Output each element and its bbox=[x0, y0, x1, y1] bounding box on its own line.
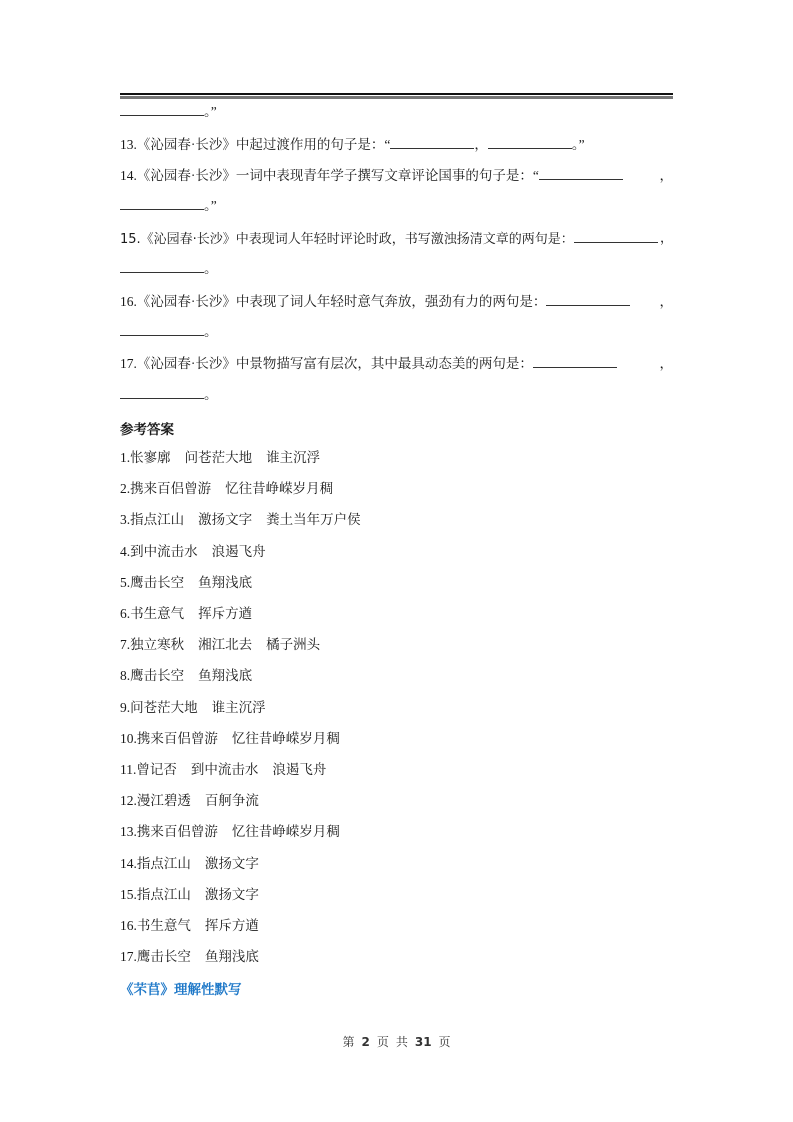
total-pages: 31 bbox=[414, 1035, 432, 1049]
answer-blank[interactable] bbox=[120, 260, 204, 273]
answer-part: 激扬文字 bbox=[204, 886, 259, 902]
answer-blank[interactable] bbox=[120, 323, 204, 336]
answer-blank[interactable] bbox=[120, 103, 204, 116]
question-13 bbox=[120, 136, 585, 154]
answer-blank[interactable] bbox=[488, 136, 572, 149]
answer-part: 浪遏飞舟 bbox=[272, 762, 327, 777]
answer-part: 到中流击水 bbox=[130, 543, 198, 559]
question-separator: ， bbox=[659, 356, 673, 371]
question-17 bbox=[120, 355, 673, 373]
answer-item bbox=[120, 449, 320, 467]
question-tail: 。 bbox=[204, 324, 218, 339]
answer-item bbox=[120, 948, 259, 966]
answer-part: 鱼翔浅底 bbox=[198, 668, 253, 684]
answer-item bbox=[120, 792, 259, 810]
answer-part: 鹰击长空 bbox=[130, 574, 185, 590]
next-section-title: 《芣苢》理解性默写 bbox=[120, 982, 242, 998]
answer-number: 1. bbox=[120, 450, 131, 465]
answer-blank[interactable] bbox=[120, 386, 204, 399]
answer-item bbox=[120, 917, 259, 935]
answer-part: 问苍茫大地 bbox=[184, 450, 253, 465]
answer-part: 鹰击长空 bbox=[130, 668, 185, 684]
answer-part: 携来百侣曾游 bbox=[136, 730, 218, 746]
answer-blank[interactable] bbox=[120, 197, 204, 210]
question-tail: 。” bbox=[204, 198, 217, 213]
answer-part: 鱼翔浅底 bbox=[204, 949, 259, 965]
answer-blank[interactable] bbox=[546, 293, 630, 306]
answer-number: 11. bbox=[120, 762, 137, 777]
answer-number: 14. bbox=[120, 855, 137, 871]
answer-item bbox=[120, 636, 320, 654]
answer-item bbox=[120, 605, 252, 623]
answer-item bbox=[120, 886, 259, 904]
answer-number: 3. bbox=[120, 512, 131, 528]
answer-part: 橘子洲头 bbox=[266, 637, 321, 653]
answer-blank[interactable] bbox=[533, 355, 617, 368]
answer-blank[interactable] bbox=[574, 230, 658, 243]
question-15 bbox=[120, 230, 673, 249]
answer-item bbox=[120, 511, 361, 529]
answer-part: 挥斥方遒 bbox=[204, 918, 259, 933]
question-17-continuation bbox=[120, 386, 218, 404]
question-separator: ， bbox=[659, 294, 673, 309]
answer-number: 2. bbox=[120, 481, 131, 497]
answer-part: 浪遏飞舟 bbox=[211, 543, 266, 559]
answer-number: 6. bbox=[120, 606, 131, 621]
answer-part: 粪土当年万户侯 bbox=[266, 512, 361, 528]
question-separator: ， bbox=[474, 137, 488, 152]
question-text: 16.《沁园春·长沙》中表现了词人年轻时意气奔放，强劲有力的两句是： bbox=[120, 294, 547, 309]
answer-part: 到中流击水 bbox=[190, 762, 259, 777]
answer-part: 忆往昔峥嵘岁月稠 bbox=[225, 481, 334, 497]
answer-part: 携来百侣曾游 bbox=[136, 824, 218, 840]
answer-item bbox=[120, 543, 266, 561]
answer-part: 独立寒秋 bbox=[130, 637, 185, 653]
answer-number: 5. bbox=[120, 574, 131, 590]
answer-item bbox=[120, 667, 252, 685]
answer-number: 13. bbox=[120, 824, 137, 840]
answer-item bbox=[120, 730, 340, 748]
question-14 bbox=[120, 167, 673, 185]
question-tail: 。 bbox=[204, 261, 218, 276]
answer-blank[interactable] bbox=[539, 167, 623, 180]
answer-part: 曾记否 bbox=[136, 762, 177, 777]
answers-heading: 参考答案 bbox=[120, 422, 174, 438]
answer-number: 16. bbox=[120, 918, 137, 933]
answer-part: 鱼翔浅底 bbox=[198, 574, 253, 590]
question-text: 13.《沁园春·长沙》中起过渡作用的句子是：“ bbox=[120, 137, 391, 152]
answer-part: 书生意气 bbox=[130, 606, 185, 621]
answer-number: 9. bbox=[120, 699, 131, 715]
header-rule-thin bbox=[120, 93, 673, 95]
answer-part: 问苍茫大地 bbox=[130, 699, 198, 715]
answer-number: 7. bbox=[120, 637, 131, 653]
answer-number: 17. bbox=[120, 949, 137, 965]
question-16 bbox=[120, 293, 673, 311]
answer-part: 激扬文字 bbox=[198, 512, 253, 528]
answer-part: 指点江山 bbox=[136, 886, 191, 902]
question-separator: ， bbox=[659, 168, 673, 183]
answer-part: 鹰击长空 bbox=[136, 949, 191, 965]
question-text: 15.《沁园春·长沙》中表现词人年轻时评论时政，书写激浊扬清文章的两句是： bbox=[120, 232, 574, 247]
answer-number: 12. bbox=[120, 793, 137, 809]
answer-part: 漫江碧透 bbox=[136, 793, 191, 809]
question-text: 14.《沁园春·长沙》一词中表现青年学子撰写文章评论国事的句子是：“ bbox=[120, 168, 539, 183]
answer-number: 8. bbox=[120, 668, 131, 684]
question-16-continuation bbox=[120, 323, 218, 341]
question-14-continuation bbox=[120, 197, 217, 215]
answer-part: 谁主沉浮 bbox=[266, 450, 321, 465]
answer-part: 忆往昔峥嵘岁月稠 bbox=[231, 824, 340, 840]
answer-part: 挥斥方遒 bbox=[198, 606, 253, 621]
footer-label: 页 bbox=[376, 1035, 389, 1049]
answer-blank[interactable] bbox=[390, 136, 474, 149]
answer-part: 谁主沉浮 bbox=[211, 699, 266, 715]
question-tail: 。 bbox=[204, 387, 218, 402]
header-rule-thick bbox=[120, 96, 673, 99]
question-tail: 。” bbox=[571, 137, 585, 152]
page-footer bbox=[0, 1033, 793, 1050]
answer-number: 4. bbox=[120, 543, 131, 559]
answer-part: 忆往昔峥嵘岁月稠 bbox=[231, 730, 340, 746]
answer-number: 10. bbox=[120, 730, 137, 746]
answer-part: 怅寥廓 bbox=[130, 450, 171, 465]
answer-item bbox=[120, 699, 266, 717]
question-text: 17.《沁园春·长沙》中景物描写富有层次，其中最具动态美的两句是： bbox=[120, 356, 533, 371]
footer-label: 第 bbox=[342, 1035, 355, 1049]
footer-label: 页 bbox=[438, 1035, 451, 1049]
answer-item bbox=[120, 761, 326, 779]
answer-part: 指点江山 bbox=[136, 855, 191, 871]
answer-number: 15. bbox=[120, 886, 137, 902]
question-tail: 。” bbox=[204, 104, 217, 119]
question-15-continuation bbox=[120, 260, 218, 278]
answer-part: 激扬文字 bbox=[204, 855, 259, 871]
question-separator: ， bbox=[659, 231, 673, 246]
page-number: 2 bbox=[361, 1035, 370, 1049]
footer-label: 共 bbox=[395, 1035, 408, 1049]
answer-item bbox=[120, 574, 252, 592]
answer-part: 书生意气 bbox=[136, 918, 191, 933]
answer-item bbox=[120, 855, 259, 873]
answer-part: 百舸争流 bbox=[204, 793, 259, 809]
answer-part: 携来百侣曾游 bbox=[130, 481, 212, 497]
answer-part: 指点江山 bbox=[130, 512, 185, 528]
answer-item bbox=[120, 823, 340, 841]
answer-item bbox=[120, 480, 333, 498]
question-12-continuation bbox=[120, 103, 217, 121]
answer-part: 湘江北去 bbox=[198, 637, 253, 653]
